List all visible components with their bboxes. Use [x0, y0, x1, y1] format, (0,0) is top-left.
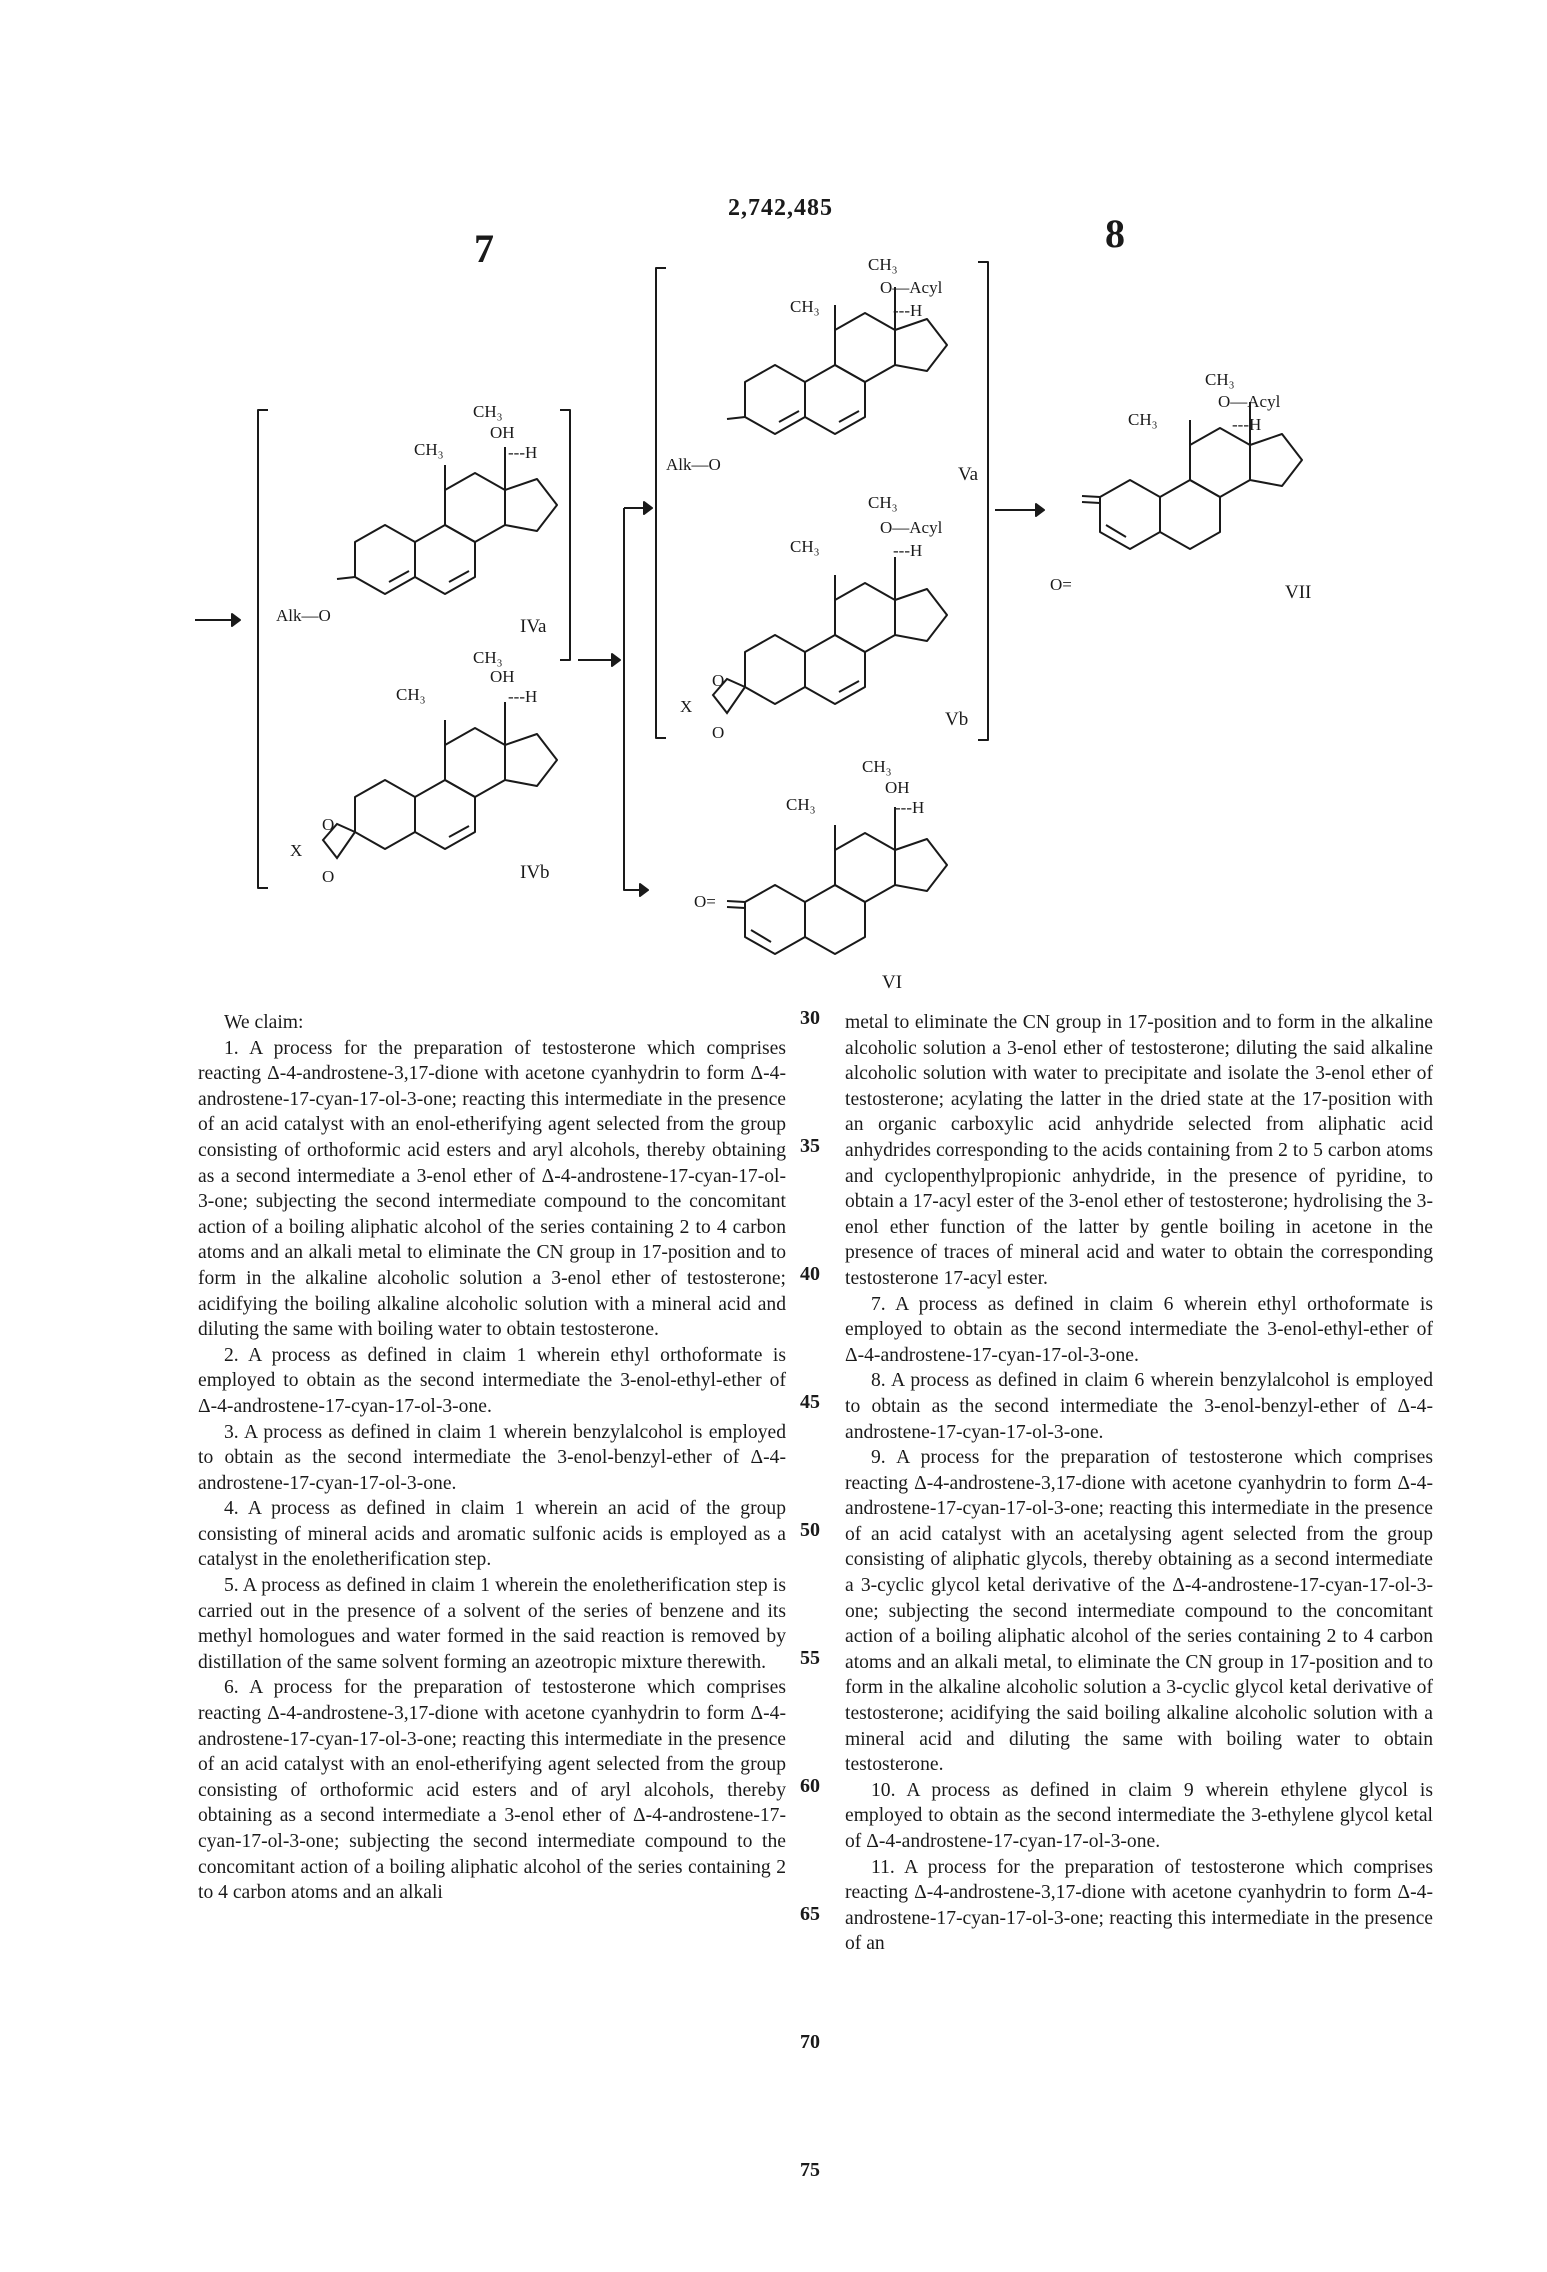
claim-6-continued: metal to eliminate the CN group in 17-position and to form in the alkaline alcoholic solution a 3-enol ether of testosterone; diluting the said alkaline alcoholic solution with water to precipitate and isolate the 3-enol ether of testosterone; acylating the latter in the dried state at the 17-position with an organic carboxylic acid anhydride selected from aliphatic acid anhydrides corresponding to the acids containing from 2 to 5 carbon atoms and cyclopenthylpropionic anhydride, in the presence of pyridine, to obtain a 17-acyl ester of the 3-enol ether of testosterone; hydrolising the 3-enol ether function of the latter by gentle boiling in acetone in the presence of traces of mineral acid and water to obtain the corresponding testosterone 17-acyl ester.: [845, 1012, 1433, 1289]
left-column: [198, 1010, 786, 1906]
compound-vii: [1082, 402, 1302, 549]
line-number: 60: [800, 1775, 820, 1797]
label-vi: VI: [882, 972, 903, 993]
label-x: X: [680, 697, 693, 716]
label-alk-o: Alk—O: [666, 455, 721, 474]
page-number-left: 7: [474, 226, 494, 271]
label-keto: O=: [694, 892, 716, 911]
claim-4: 4. A process as defined in claim 1 wherein an acid of the group consisting of mineral acids and aromatic sulfonic acids is employed as a catalyst in the enoletherification step.: [198, 1498, 786, 1571]
label-ch3: CH₃: [790, 537, 820, 556]
label-ch3: CH₃: [1128, 410, 1158, 429]
claim-6: 6. A process for the preparation of testosterone which comprises reacting Δ-4-androstene-3,17-dione with acetone cyanhydrin to form Δ-4-androstene-17-cyan-17-ol-3-one; reacting this intermediate in the presence of an acid catalyst with an enol-etherifying agent selected from the group consisting of orthoformic acid esters and of aryl alcohols, thereby obtaining as a second intermediate a 3-enol ether of Δ-4-androstene-17-cyan-17-ol-3-one; subjecting the second intermediate compound to the concomitant action of a boiling aliphatic alcohol of the series containing 2 to 4 carbon atoms and an alkali: [198, 1677, 786, 1904]
label-ch3: CH₃: [473, 402, 503, 421]
label-o-acyl: O—Acyl: [880, 518, 943, 537]
label-vb: Vb: [945, 709, 969, 730]
claim-3: 3. A process as defined in claim 1 wherein benzylalcohol is employed to obtain as the second intermediate the 3-enol-benzyl-ether of Δ-4-androstene-17-cyan-17-ol-3-one.: [198, 1421, 786, 1494]
label-ch3: CH₃: [868, 493, 898, 512]
page-number-right: 8: [1105, 211, 1125, 256]
line-number: 40: [800, 1263, 820, 1285]
claim-2: 2. A process as defined in claim 1 wherein ethyl orthoformate is employed to obtain as the second intermediate the 3-enol-ethyl-ether of Δ-4-androstene-17-cyan-17-ol-3-one.: [198, 1344, 786, 1417]
label-keto: O=: [1050, 575, 1072, 594]
line-number: 70: [800, 2031, 820, 2053]
label-h: ---H: [895, 798, 925, 817]
claim-8: 8. A process as defined in claim 6 wherein benzylalcohol is employed to obtain as the second intermediate the 3-enol-benzyl-ether of Δ-4-androstene-17-cyan-17-ol-3-one.: [845, 1370, 1433, 1443]
claim-9: 9. A process for the preparation of testosterone which comprises reacting Δ-4-androstene-3,17-dione with acetone cyanhydrin to form Δ-4-androstene-17-cyan-17-ol-3-one; reacting this intermediate in the presence of an acid catalyst with an acetalysing agent selected from the group consisting of aliphatic glycols, thereby obtaining as a second intermediate a 3-cyclic glycol ketal derivative of the Δ-4-androstene-17-cyan-17-ol-3-one; subjecting the second intermediate compound to the concomitant action of a boiling aliphatic alcohol of the series containing 2 to 4 carbon atoms and an alkali metal, to eliminate the CN group in 17-position and to form in the alkaline alcoholic solution a 3-cyclic glycol ketal derivative of testosterone; acidifying the said boiling alkaline alcoholic solution with a mineral acid and diluting the same with boiling water to obtain testosterone.: [845, 1447, 1433, 1776]
label-vii: VII: [1285, 582, 1312, 603]
reaction-arrows: [195, 502, 1044, 896]
label-alk-o: Alk—O: [276, 606, 331, 625]
label-ch3: CH₃: [868, 255, 898, 274]
claim-10: 10. A process as defined in claim 9 wherein ethylene glycol is employed to obtain as the second intermediate the 3-ethylene glycol ketal of Δ-4-androstene-17-cyan-17-ol-3-one.: [845, 1779, 1433, 1852]
line-number: 50: [800, 1519, 820, 1541]
label-h: ---H: [893, 301, 923, 320]
label-x: X: [290, 841, 303, 860]
claim-11: 11. A process for the preparation of testosterone which comprises reacting Δ-4-androstene-3,17-dione with acetone cyanhydrin to form Δ-4-androstene-17-cyan-17-ol-3-one; reacting this intermediate in the presence of an: [845, 1856, 1433, 1955]
right-column: [845, 1010, 1433, 1957]
label-o: O: [322, 867, 335, 886]
label-ch3: CH₃: [786, 795, 816, 814]
claim-7: 7. A process as defined in claim 6 wherein ethyl orthoformate is employed to obtain as the second intermediate the 3-enol-ethyl-ether of Δ-4-androstene-17-cyan-17-ol-3-one.: [845, 1293, 1433, 1366]
label-h: ---H: [893, 541, 923, 560]
label-oh: OH: [490, 667, 515, 686]
label-h: ---H: [508, 443, 538, 462]
compound-iva: [337, 447, 557, 594]
label-h: ---H: [508, 687, 538, 706]
label-ch3: CH₃: [473, 648, 503, 667]
reaction-scheme: [0, 0, 1547, 1000]
claims-heading: We claim:: [224, 1012, 304, 1033]
label-o: O: [322, 815, 335, 834]
label-ch3: CH₃: [862, 757, 892, 776]
line-number: 65: [800, 1903, 820, 1925]
label-o: O: [712, 723, 725, 742]
label-h: ---H: [1232, 415, 1262, 434]
label-ch3: CH₃: [790, 297, 820, 316]
label-ch3: CH₃: [414, 440, 444, 459]
compound-vb: [713, 557, 947, 713]
label-va: Va: [958, 464, 979, 485]
line-number: 75: [800, 2159, 820, 2181]
compound-vi: [727, 807, 947, 954]
label-o-acyl: O—Acyl: [880, 278, 943, 297]
label-ch3: CH₃: [1205, 370, 1235, 389]
label-o: O: [712, 671, 725, 690]
line-number: 30: [800, 1007, 820, 1029]
claim-1: 1. A process for the preparation of testosterone which comprises reacting Δ-4-androstene-3,17-dione with acetone cyanhydrin to form Δ-4-androstene-17-cyan-17-ol-3-one; reacting this intermediate in the presence of an acid catalyst with an enol-etherifying agent selected from the group consisting of orthoformic acid esters and aryl alcohols, thereby obtaining as a second intermediate a 3-enol ether of Δ-4-androstene-17-cyan-17-ol-3-one; subjecting the second intermediate compound to the concomitant action of a boiling aliphatic alcohol of the series containing 2 to 4 carbon atoms and an alkali metal to eliminate the CN group in 17-position and to form in the alkaline alcoholic solution a 3-enol ether of testosterone; acidifying the boiling alkaline alcoholic solution with a mineral acid and diluting the same with boiling water to obtain testosterone.: [198, 1037, 786, 1341]
claim-5: 5. A process as defined in claim 1 wherein the enoletherification step is carried out in the presence of a solvent of the series of benzene and its methyl homologues and water formed in the said reaction is removed by distillation of the same solvent forming an azeotropic mixture therewith.: [198, 1575, 786, 1673]
line-number: 45: [800, 1391, 820, 1413]
label-ivb: IVb: [520, 862, 550, 883]
label-iva: IVa: [520, 616, 547, 637]
label-ch3: CH₃: [396, 685, 426, 704]
compound-ivb: [323, 702, 557, 858]
label-o-acyl: O—Acyl: [1218, 392, 1281, 411]
label-oh: OH: [490, 423, 515, 442]
line-number: 55: [800, 1647, 820, 1669]
label-oh: OH: [885, 778, 910, 797]
line-number: 35: [800, 1135, 820, 1157]
patent-number: 2,742,485: [728, 195, 833, 221]
